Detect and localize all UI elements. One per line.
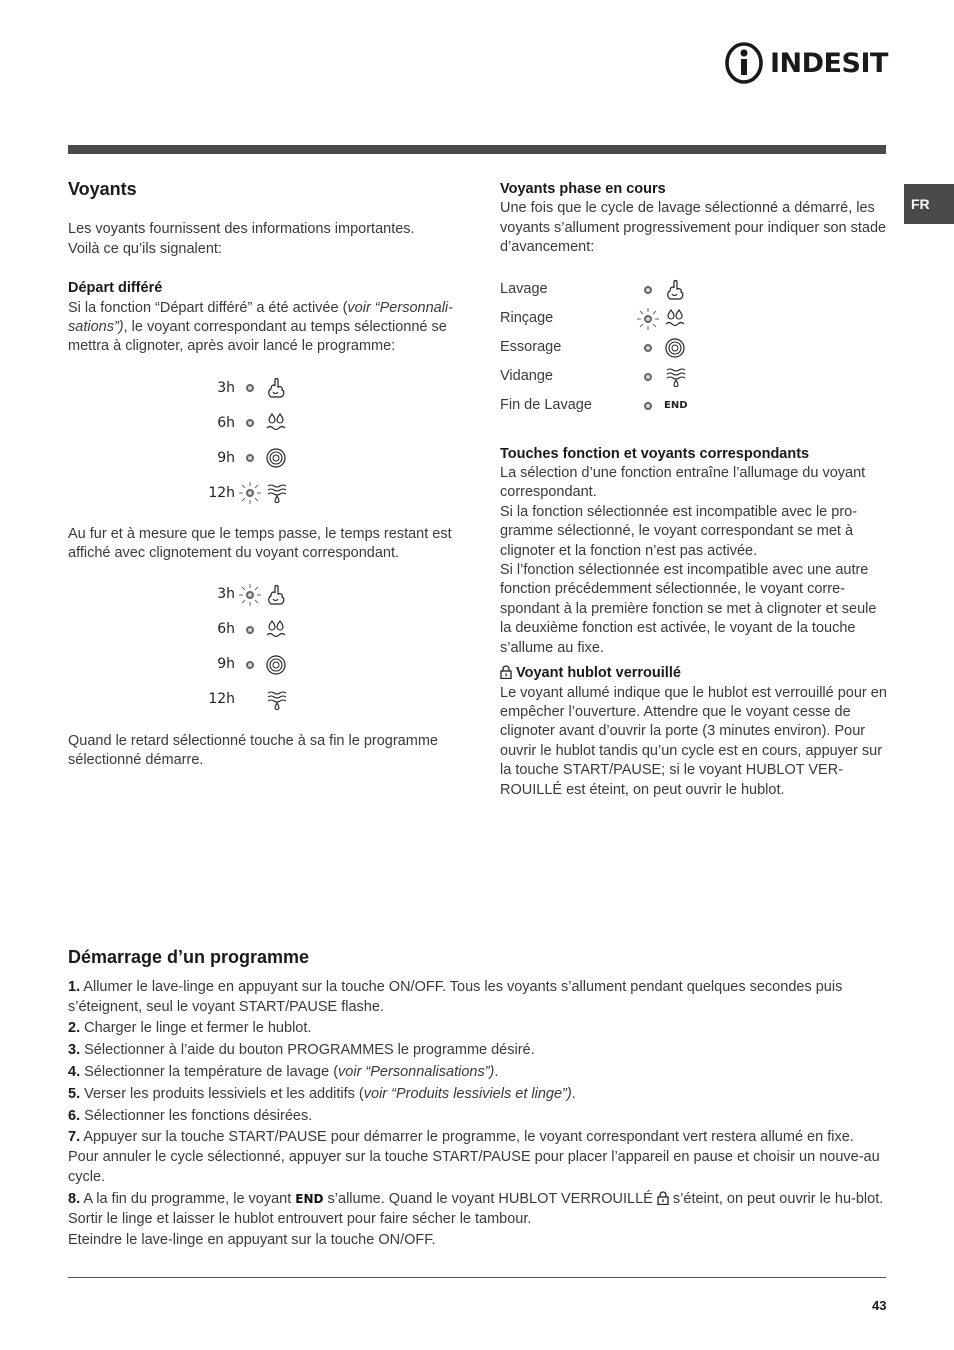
rinse-icon xyxy=(663,307,687,331)
wash-icon xyxy=(264,376,288,400)
lamp-off xyxy=(239,654,261,676)
lamp-dot xyxy=(246,454,254,462)
rinse-icon xyxy=(264,411,288,435)
wash-icon xyxy=(663,278,687,302)
final-step: Eteindre le lave-linge en appuyant sur la touche ON/OFF. xyxy=(68,1232,436,1249)
lamp-blinking xyxy=(239,584,261,606)
lamp-blinking xyxy=(239,482,261,504)
lamp-off xyxy=(239,447,261,469)
phase-row xyxy=(500,276,888,305)
time-remaining-paragraph: Au fur et à mesure que le temps passe, le temps restant est affiché avec clignotement du voyant correspondant. xyxy=(68,525,452,562)
lamp-time-label: 12h xyxy=(208,484,235,501)
step-7: 7. Appuyer sur la touche START/PAUSE pour démarrer le programme, le voyant correspondant vert restera allumé en fixe. Pour annuler le cycle sélectionné, appuyer sur la touche START/PAUSE pour placer l’appareil en pause et choisir un nouve-au cycle. xyxy=(68,1129,880,1185)
language-tab: FR xyxy=(904,184,954,224)
lamp-dot xyxy=(644,344,652,352)
lamp-row xyxy=(203,371,458,406)
page-number: 43 xyxy=(872,1298,887,1313)
depart-paragraph: Si la fonction “Départ différé” a été activée (voir “Personnali-sations”), le voyant correspondant au temps sélectionné se mettra à clignoter, après avoir lancé le programme: xyxy=(68,299,453,355)
lamp-dot xyxy=(246,419,254,427)
spin-icon xyxy=(264,446,288,470)
lamp-time-label: 12h xyxy=(208,691,235,708)
lamp-off xyxy=(637,279,659,301)
phase-label: Essorage xyxy=(500,339,562,356)
lamp-row xyxy=(203,683,458,718)
rinse-icon xyxy=(264,618,288,642)
lamp-row xyxy=(203,648,458,683)
drain-icon xyxy=(663,365,687,389)
lamp-off xyxy=(239,619,261,641)
lamp-time-label: 6h xyxy=(217,414,235,431)
demarrage-section xyxy=(68,948,886,1253)
lamp-off xyxy=(637,337,659,359)
subheading-depart-differe: Départ différé xyxy=(68,280,163,297)
end-indicator-text: END xyxy=(295,1191,324,1206)
indesit-logo xyxy=(724,40,889,86)
lamp-row xyxy=(203,578,458,613)
phase-label: Vidange xyxy=(500,368,553,385)
phase-label: Lavage xyxy=(500,281,548,298)
phase-row xyxy=(500,334,888,363)
subheading-touches-fonction: Touches fonction et voyants correspondants xyxy=(500,445,810,462)
brand-name: INDESIT xyxy=(770,47,888,79)
phase-row xyxy=(500,392,888,421)
wash-icon xyxy=(264,583,288,607)
lamp-dot xyxy=(644,402,652,410)
touches-paragraph-2: Si la fonction sélectionnée est incompatible avec le pro-gramme sélectionné, le voyant correspondant se met à clignoter et la fonction n’est pas activée. xyxy=(500,503,858,559)
lamp-dot xyxy=(246,384,254,392)
lamp-time-label: 6h xyxy=(217,621,235,638)
lock-icon xyxy=(657,1191,669,1205)
spin-icon xyxy=(264,653,288,677)
phase-row xyxy=(500,305,888,334)
lamp-dot xyxy=(246,661,254,669)
lamp-off xyxy=(239,377,261,399)
lamp-empty xyxy=(239,689,261,711)
lamp-row xyxy=(203,613,458,648)
step-5: 5. Verser les produits lessiviels et les additifs (voir “Produits lessiviels et linge”). xyxy=(68,1085,576,1102)
lamp-time-label: 9h xyxy=(217,656,235,673)
blink-rays xyxy=(239,482,261,504)
left-column xyxy=(68,180,458,770)
subheading-voyants-phase: Voyants phase en cours xyxy=(500,181,666,197)
step-2: 2. Charger le linge et fermer le hublot. xyxy=(68,1020,312,1037)
lamp-dot xyxy=(644,373,652,381)
delay-lamp-table-2 xyxy=(203,578,458,718)
right-column xyxy=(500,180,888,800)
footer-rule xyxy=(68,1277,886,1278)
step-3: 3. Sélectionner à l’aide du bouton PROGRAMMES le programme désiré. xyxy=(68,1042,535,1059)
phase-row xyxy=(500,363,888,392)
touches-paragraph-1: La sélection d’une fonction entraîne l’allumage du voyant correspondant. xyxy=(500,465,866,501)
step-8: 8. A la fin du programme, le voyant END s’allume. Quand le voyant HUBLOT VERROUILLÉ s’éteint, on peut ouvrir le hu-blot. Sortir le linge et laisser le hublot entrouvert pour faire sécher le tambour. xyxy=(68,1190,884,1227)
lamp-dot xyxy=(644,286,652,294)
intro-line-1: Les voyants fournissent des informations importantes. xyxy=(68,221,415,238)
lamp-off xyxy=(637,395,659,417)
lamp-off xyxy=(637,366,659,388)
lamp-dot xyxy=(246,626,254,634)
blink-rays xyxy=(239,584,261,606)
lamp-off xyxy=(239,412,261,434)
spin-icon xyxy=(663,336,687,360)
lock-icon xyxy=(500,665,512,679)
step-1: 1. Allumer le lave-linge en appuyant sur la touche ON/OFF. Tous les voyants s’allument pendant quelques secondes puis s’éteignent, seul le voyant START/PAUSE flashe. xyxy=(68,978,843,1015)
lamp-row xyxy=(203,406,458,441)
blink-rays xyxy=(637,308,659,330)
delay-lamp-table-1 xyxy=(203,371,458,511)
phase-label: Rinçage xyxy=(500,310,554,327)
section-title-demarrage: Démarrage d’un programme xyxy=(68,947,310,967)
indesit-logo-mark xyxy=(724,42,764,84)
lamp-time-label: 9h xyxy=(217,449,235,466)
phase-paragraph: Une fois que le cycle de lavage sélectionné a démarré, les voyants s’allument progressivement pour indiquer son stade d’avancement: xyxy=(500,200,887,256)
lamp-time-label: 3h xyxy=(217,586,235,603)
end-icon: END xyxy=(664,400,688,412)
drain-icon xyxy=(264,688,288,712)
touches-paragraph-3: Si l’fonction sélectionnée est incompatible avec une autre fonction précédemment sélectionnée, le voyant corre-spondant à la première fonction se met à clignoter et seule la deuxième fonction est activée, le voyant de la touche s’allume au fixe. xyxy=(500,562,877,656)
phase-lamp-table xyxy=(500,276,888,421)
lamp-row xyxy=(203,441,458,476)
subheading-hublot: Voyant hublot verrouillé xyxy=(500,664,888,683)
step-6: 6. Sélectionner les fonctions désirées. xyxy=(68,1107,313,1124)
lamp-time-label: 3h xyxy=(217,379,235,396)
hublot-paragraph: Le voyant allumé indique que le hublot est verrouillé pour en empêcher l’ouverture. Attendre que le voyant cesse de clignoter avant d’ouvrir la porte (3 minutes environ). Pour ouvrir le hublot tandis qu’un cycle est en cours, appuyer sur la touche START/PAUSE; si le voyant HUBLOT VER-ROUILLÉ est éteint, on peut ouvrir le hublot. xyxy=(500,684,887,798)
phase-label: Fin de Lavage xyxy=(500,397,592,414)
step-4: 4. Sélectionner la température de lavage (voir “Personnalisations”). xyxy=(68,1063,499,1080)
lamp-blinking xyxy=(637,308,659,330)
intro-line-2: Voilà ce qu’ils signalent: xyxy=(68,240,222,257)
section-title-voyants: Voyants xyxy=(68,179,137,199)
lamp-row xyxy=(203,476,458,511)
header-rule xyxy=(68,145,886,154)
drain-icon xyxy=(264,481,288,505)
delay-end-paragraph: Quand le retard sélectionné touche à sa fin le programme sélectionné démarre. xyxy=(68,732,438,769)
